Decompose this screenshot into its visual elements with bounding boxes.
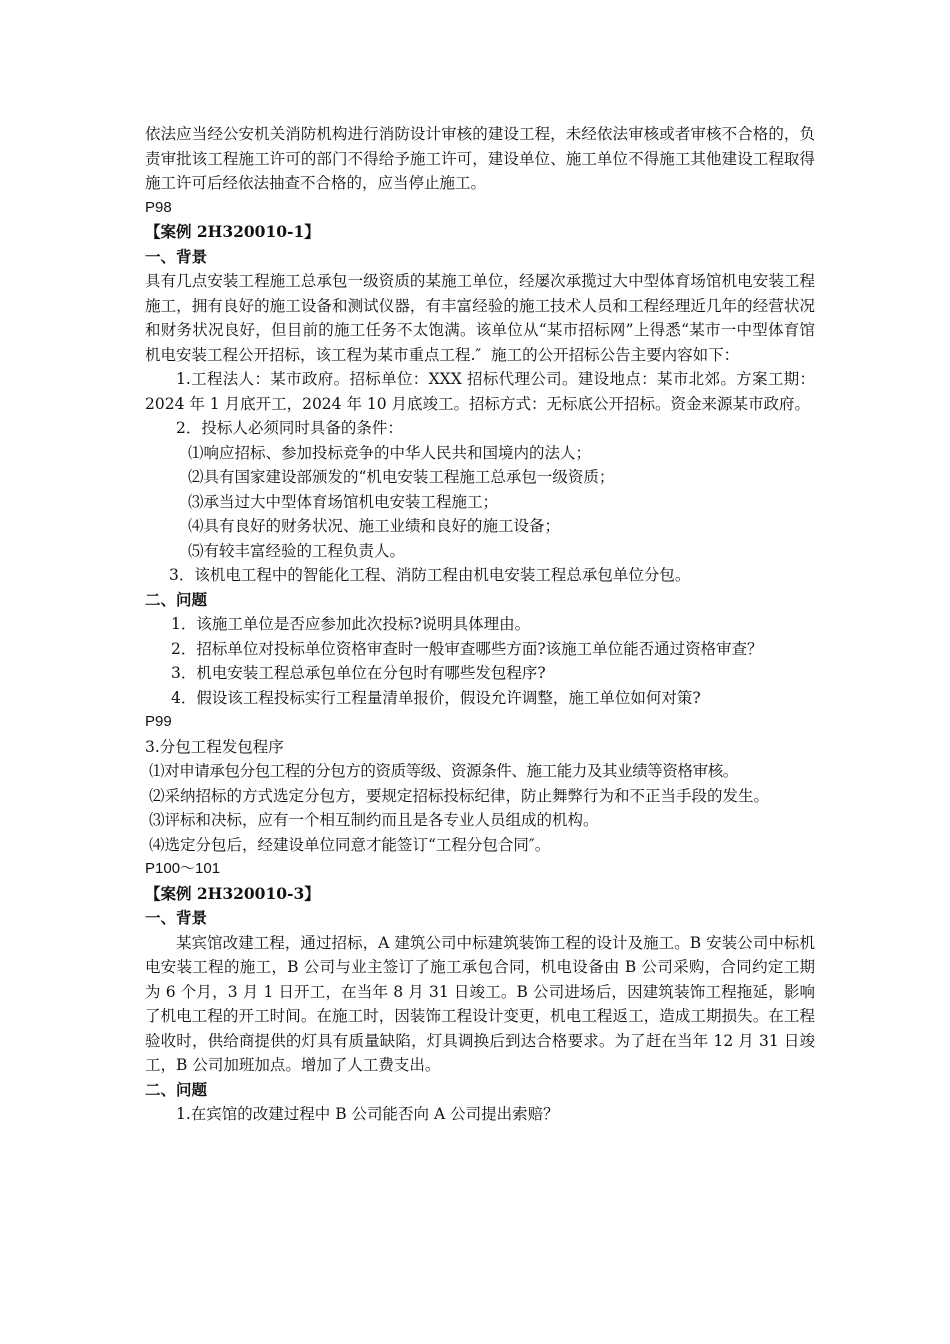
case1-condition: ⑷具有良好的财务状况、施工业绩和良好的施工设备； xyxy=(188,517,561,535)
case1-item-3: 3．该机电工程中的智能化工程、消防工程由机电安装工程总承包单位分包。 xyxy=(169,566,691,584)
case1-questions-heading: 二、问题 xyxy=(145,589,208,609)
page-marker-p100: P100～101 xyxy=(145,860,221,877)
case1-title: 【案例 2H320010-1】 xyxy=(145,222,320,241)
case1-item-2: 2．投标人必须同时具备的条件： xyxy=(176,419,403,437)
case1-condition: ⑴响应招标、参加投标竞争的中华人民共和国境内的法人； xyxy=(188,443,592,462)
case3-background-heading: 一、背景 xyxy=(145,908,208,927)
case1-question: 1．该施工单位是否应参加此次投标?说明具体理由。 xyxy=(171,615,531,633)
case1-condition: ⑵具有国家建设部颁发的“机电安装工程施工总承包一级资质； xyxy=(188,468,615,486)
case1-background: 具有几点安装工程施工总承包一级资质的某施工单位，经屡次承揽过大中型体育场馆机电安装工程施工，拥有良好的施工设备和测试仪器，有丰富经验的施工技术人员和工程经理近几年的经营状况和财务状况良好，但目前的施工任务不太饱满。该单位从“某市招标网”上得悉“某市一中型体育馆机电安装工程公开招标，该工程为某市重点工程.″ 施工的公开招标公告主要内容如下： xyxy=(145,272,815,364)
subcontract-item: ⑷选定分包后，经建设单位同意才能签订“工程分包合同″。 xyxy=(149,835,551,854)
case3-question: 1.在宾馆的改建过程中 B 公司能否向 A 公司提出索赔？ xyxy=(176,1105,559,1123)
case3-background: 某宾馆改建工程，通过招标，A 建筑公司中标建筑装饰工程的设计及施工。B 安装公司中标机电安装工程的施工，B 公司与业主签订了施工承包合同，机电设备由 B 公司采购，合同约定工期为 6 个月，3 月 1 日开工，在当年 8 月 31 日竣工。B 公司进场后，因建筑装饰工程拖延，影响了机电工程的开工时间。在施工时，因装饰工程设计变更，机电工程返工，造成工期损失。在工程验收时，供给商提供的灯具有质量缺陷，灯具调换后到达合格要求。为了赶在当年 12 月 31 日竣工，B 公司加班加点。增加了人工费支出。 xyxy=(145,933,815,1074)
case3-questions-heading: 二、问题 xyxy=(145,1079,208,1099)
document-body xyxy=(145,122,815,1127)
subcontract-item: ⑶评标和决标，应有一个相互制约而且是各专业人员组成的机构。 xyxy=(149,811,599,829)
page-marker-p99: P99 xyxy=(145,713,172,730)
case1-condition: ⑶承当过大中型体育场馆机电安装工程施工； xyxy=(188,492,499,511)
case1-question: 2．招标单位对投标单位资格审查时一般审查哪些方面?该施工单位能否通过资格审查？ xyxy=(171,639,763,658)
subcontract-item: ⑵采纳招标的方式选定分包方，要规定招标投标纪律，防止舞弊行为和不正当手段的发生。 xyxy=(149,786,770,805)
case1-item-1: 1.工程法人：某市政府。招标单位：XXX 招标代理公司。建设地点：某市北郊。方案工期：2024 年 1 月底开工，2024 年 10 月底竣工。招标方式：无标底公开招标。资金来源某市政府。 xyxy=(145,370,815,413)
intro-paragraph: 依法应当经公安机关消防机构进行消防设计审核的建设工程，未经依法审核或者审核不合格的，负责审批该工程施工许可的部门不得给予施工许可，建设单位、施工单位不得施工其他建设工程取得施工许可后经依法抽查不合格的，应当停止施工。 xyxy=(145,125,815,192)
case1-question: 3．机电安装工程总承包单位在分包时有哪些发包程序? xyxy=(171,664,546,682)
case1-background-heading: 一、背景 xyxy=(145,246,208,266)
case1-question: 4．假设该工程投标实行工程量清单报价，假设允许调整，施工单位如何对策? xyxy=(171,688,701,707)
page-marker-p98: P98 xyxy=(145,198,172,216)
subcontract-item: ⑴对申请承包分包工程的分包方的资质等级、资源条件、施工能力及其业绩等资格审核。 xyxy=(149,762,738,780)
subcontract-title: 3.分包工程发包程序 xyxy=(145,737,284,756)
case1-condition: ⑸有较丰富经验的工程负责人。 xyxy=(188,541,406,560)
case3-title: 【案例 2H320010-3】 xyxy=(145,883,320,903)
